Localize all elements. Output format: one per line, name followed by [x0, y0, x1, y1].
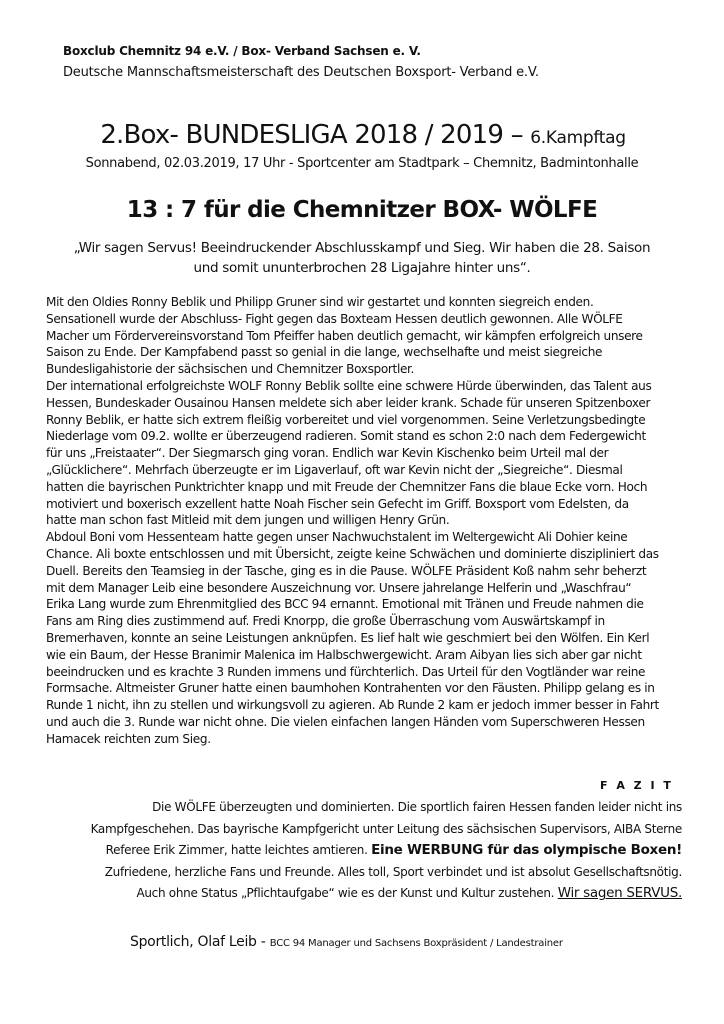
body-line: hatten die bayrischen Punktrichter knapp und mit Freude der Chemnitzer Fans die blaue Ecke vorn. Hoch [46, 479, 648, 494]
body-line: Chance. Ali boxte entschlossen und mit Übersicht, zeigte keine Schwächen und dominierte diszipliniert das [46, 546, 659, 561]
signature-name: Sportlich, Olaf Leib - [130, 934, 270, 950]
body-line: Hamacek reichten zum Sieg. [46, 731, 211, 746]
body-line: Fans am Ring dies zustimmend auf. Fredi Knorpp, die große Überraschung vom Auswärtskampf in [46, 614, 605, 629]
fazit-line-4: Zufriedene, herzliche Fans und Freunde. Alles toll, Sport verbindet und ist absolut Gesellschaftsnötig. [104, 864, 682, 879]
club-header: Boxclub Chemnitz 94 e.V. / Box- Verband Sachsen e. V. [63, 44, 421, 58]
fazit-line-5-text: Auch ohne Status „Pflichtaufgabe“ wie es der Kunst und Kultur zustehen. [136, 886, 558, 901]
body-line: Bremerhaven, konnte an seine Leistungen anknüpfen. Es lief halt wie geschmiert bei den Wölfen. Ein Kerl [46, 630, 650, 645]
article-body [46, 294, 686, 748]
body-line: Bundesligahistorie der sächsischen und Chemnitzer Boxsportler. [46, 362, 415, 377]
quote-line-2: und somit ununterbrochen 28 Ligajahre hinter uns“. [193, 260, 531, 276]
page-title [58, 120, 668, 150]
quote-block [70, 238, 654, 278]
body-line: Erika Lang wurde zum Ehrenmitglied des BCC 94 ernannt. Emotional mit Tränen und Freude nahmen die [46, 597, 644, 612]
body-line: Saison zu Ende. Der Kampfabend passt so genial in die lange, wechselhafte und meist siegreiche [46, 345, 603, 360]
fazit-line-3-text: Referee Erik Zimmer, hatte leichtes amtieren. [105, 843, 372, 858]
fazit-line-5 [40, 883, 682, 905]
body-line: Duell. Bereits den Teamsieg in der Tasche, ging es in die Pause. WÖLFE Präsident Koß nahm sehr beherzt [46, 563, 647, 578]
body-line: Niederlage vom 09.2. wollte er überzeugend radieren. Somit stand es schon 2:0 nach dem Federgewicht [46, 429, 646, 444]
quote-line-1: „Wir sagen Servus! Beeindruckender Abschlusskampf und Sieg. Wir haben die 28. Saison [73, 240, 651, 256]
body-line: Hessen, Bundeskader Ousainou Hansen meldete sich aber leider krank. Schade für unseren Spitzenboxer [46, 395, 651, 410]
body-line: Runde 1 nicht, ihn zu stellen und wirkungsvoll zu agieren. Ab Runde 2 kam er jedoch immer besser in Fahrt [46, 698, 659, 713]
title-matchday: 6.Kampftag [530, 128, 626, 148]
fazit-servus: Wir sagen SERVUS. [557, 885, 682, 902]
event-info: Sonnabend, 02.03.2019, 17 Uhr - Sportcenter am Stadtpark – Chemnitz, Badmintonhalle [85, 156, 639, 171]
body-line: hatte man schon fast Mitleid mit dem jungen und willigen Henry Grün. [46, 513, 450, 528]
body-line: Sensationell wurde der Abschluss- Fight gegen das Boxteam Hessen deutlich gewonnen. Alle WÖLFE [46, 311, 623, 326]
body-line: Der international erfolgreichste WOLF Ronny Beblik sollte eine schwere Hürde überwinden, das Talent aus [46, 378, 652, 393]
body-line: wie ein Baum, der Hesse Branimir Malenica im Halbschwergewicht. Aram Aibyan lies sich aber gar nicht [46, 647, 642, 662]
body-line: Mit den Oldies Ronny Beblik und Philipp Gruner sind wir gestartet und konnten siegreich enden. [46, 295, 594, 309]
fazit-label: F A Z I T [600, 779, 674, 792]
championship-header: Deutsche Mannschaftsmeisterschaft des Deutschen Boxsport- Verband e.V. [63, 65, 539, 80]
body-line: Ronny Beblik, er hatte sich extrem fleißig vorbereitet und viel vorgenommen. Seine Verletzungsbedingte [46, 412, 646, 427]
fazit-emphasis: Eine WERBUNG für das olympische Boxen! [371, 842, 682, 859]
signature-role: BCC 94 Manager und Sachsens Boxpräsident / Landestrainer [269, 938, 563, 949]
fazit-block [40, 797, 682, 905]
result-headline: 13 : 7 für die Chemnitzer BOX- WÖLFE [126, 197, 598, 223]
body-line: Formsache. Altmeister Gruner hatte einen baumhohen Kontrahenten vor den Fäusten. Philipp gelang es in [46, 681, 655, 696]
body-line: für uns „Freistaater“. Der Siegmarsch ging voran. Endlich war Kevin Kischenko beim Urteil mal der [46, 446, 609, 461]
body-line: beeindrucken und es krachte 3 Runden immens und fürchterlich. Das Urteil für den Vogtländer war reine [46, 664, 646, 679]
fazit-line-3 [40, 840, 682, 862]
fazit-line-2: Kampfgeschehen. Das bayrische Kampfgericht unter Leitung des sächsischen Supervisors, AIBA Sterne [90, 821, 682, 836]
title-main: 2.Box- BUNDESLIGA 2018 / 2019 – [100, 120, 523, 150]
body-line: mit dem Manager Leib eine besondere Auszeichnung vor. Unsere jahrelange Helferin und „Waschfrau“ [46, 580, 632, 595]
body-line: Macher um Fördervereinsvorstand Tom Pfeiffer haben deutlich gemacht, wir kämpfen erfolgreich unsere [46, 328, 643, 343]
body-line: Abdoul Boni vom Hessenteam hatte gegen unser Nachwuchstalent im Weltergewicht Ali Dohier keine [46, 530, 628, 545]
signature [130, 934, 563, 950]
body-line: „Glücklichere“. Mehrfach überzeugte er im Ligaverlauf, oft war Kevin nicht der „Siegreiche“. Diesmal [46, 462, 623, 477]
body-line: und auch die 3. Runde war nicht ohne. Die vielen einfachen langen Händen vom Superschweren Hessen [46, 714, 645, 729]
body-line: motiviert und boxerisch exzellent hatte Noah Fischer sein Gefecht im Griff. Boxsport vom Edelsten, da [46, 496, 629, 511]
fazit-line-1: Die WÖLFE überzeugten und dominierten. Die sportlich fairen Hessen fanden leider nicht ins [152, 800, 682, 814]
